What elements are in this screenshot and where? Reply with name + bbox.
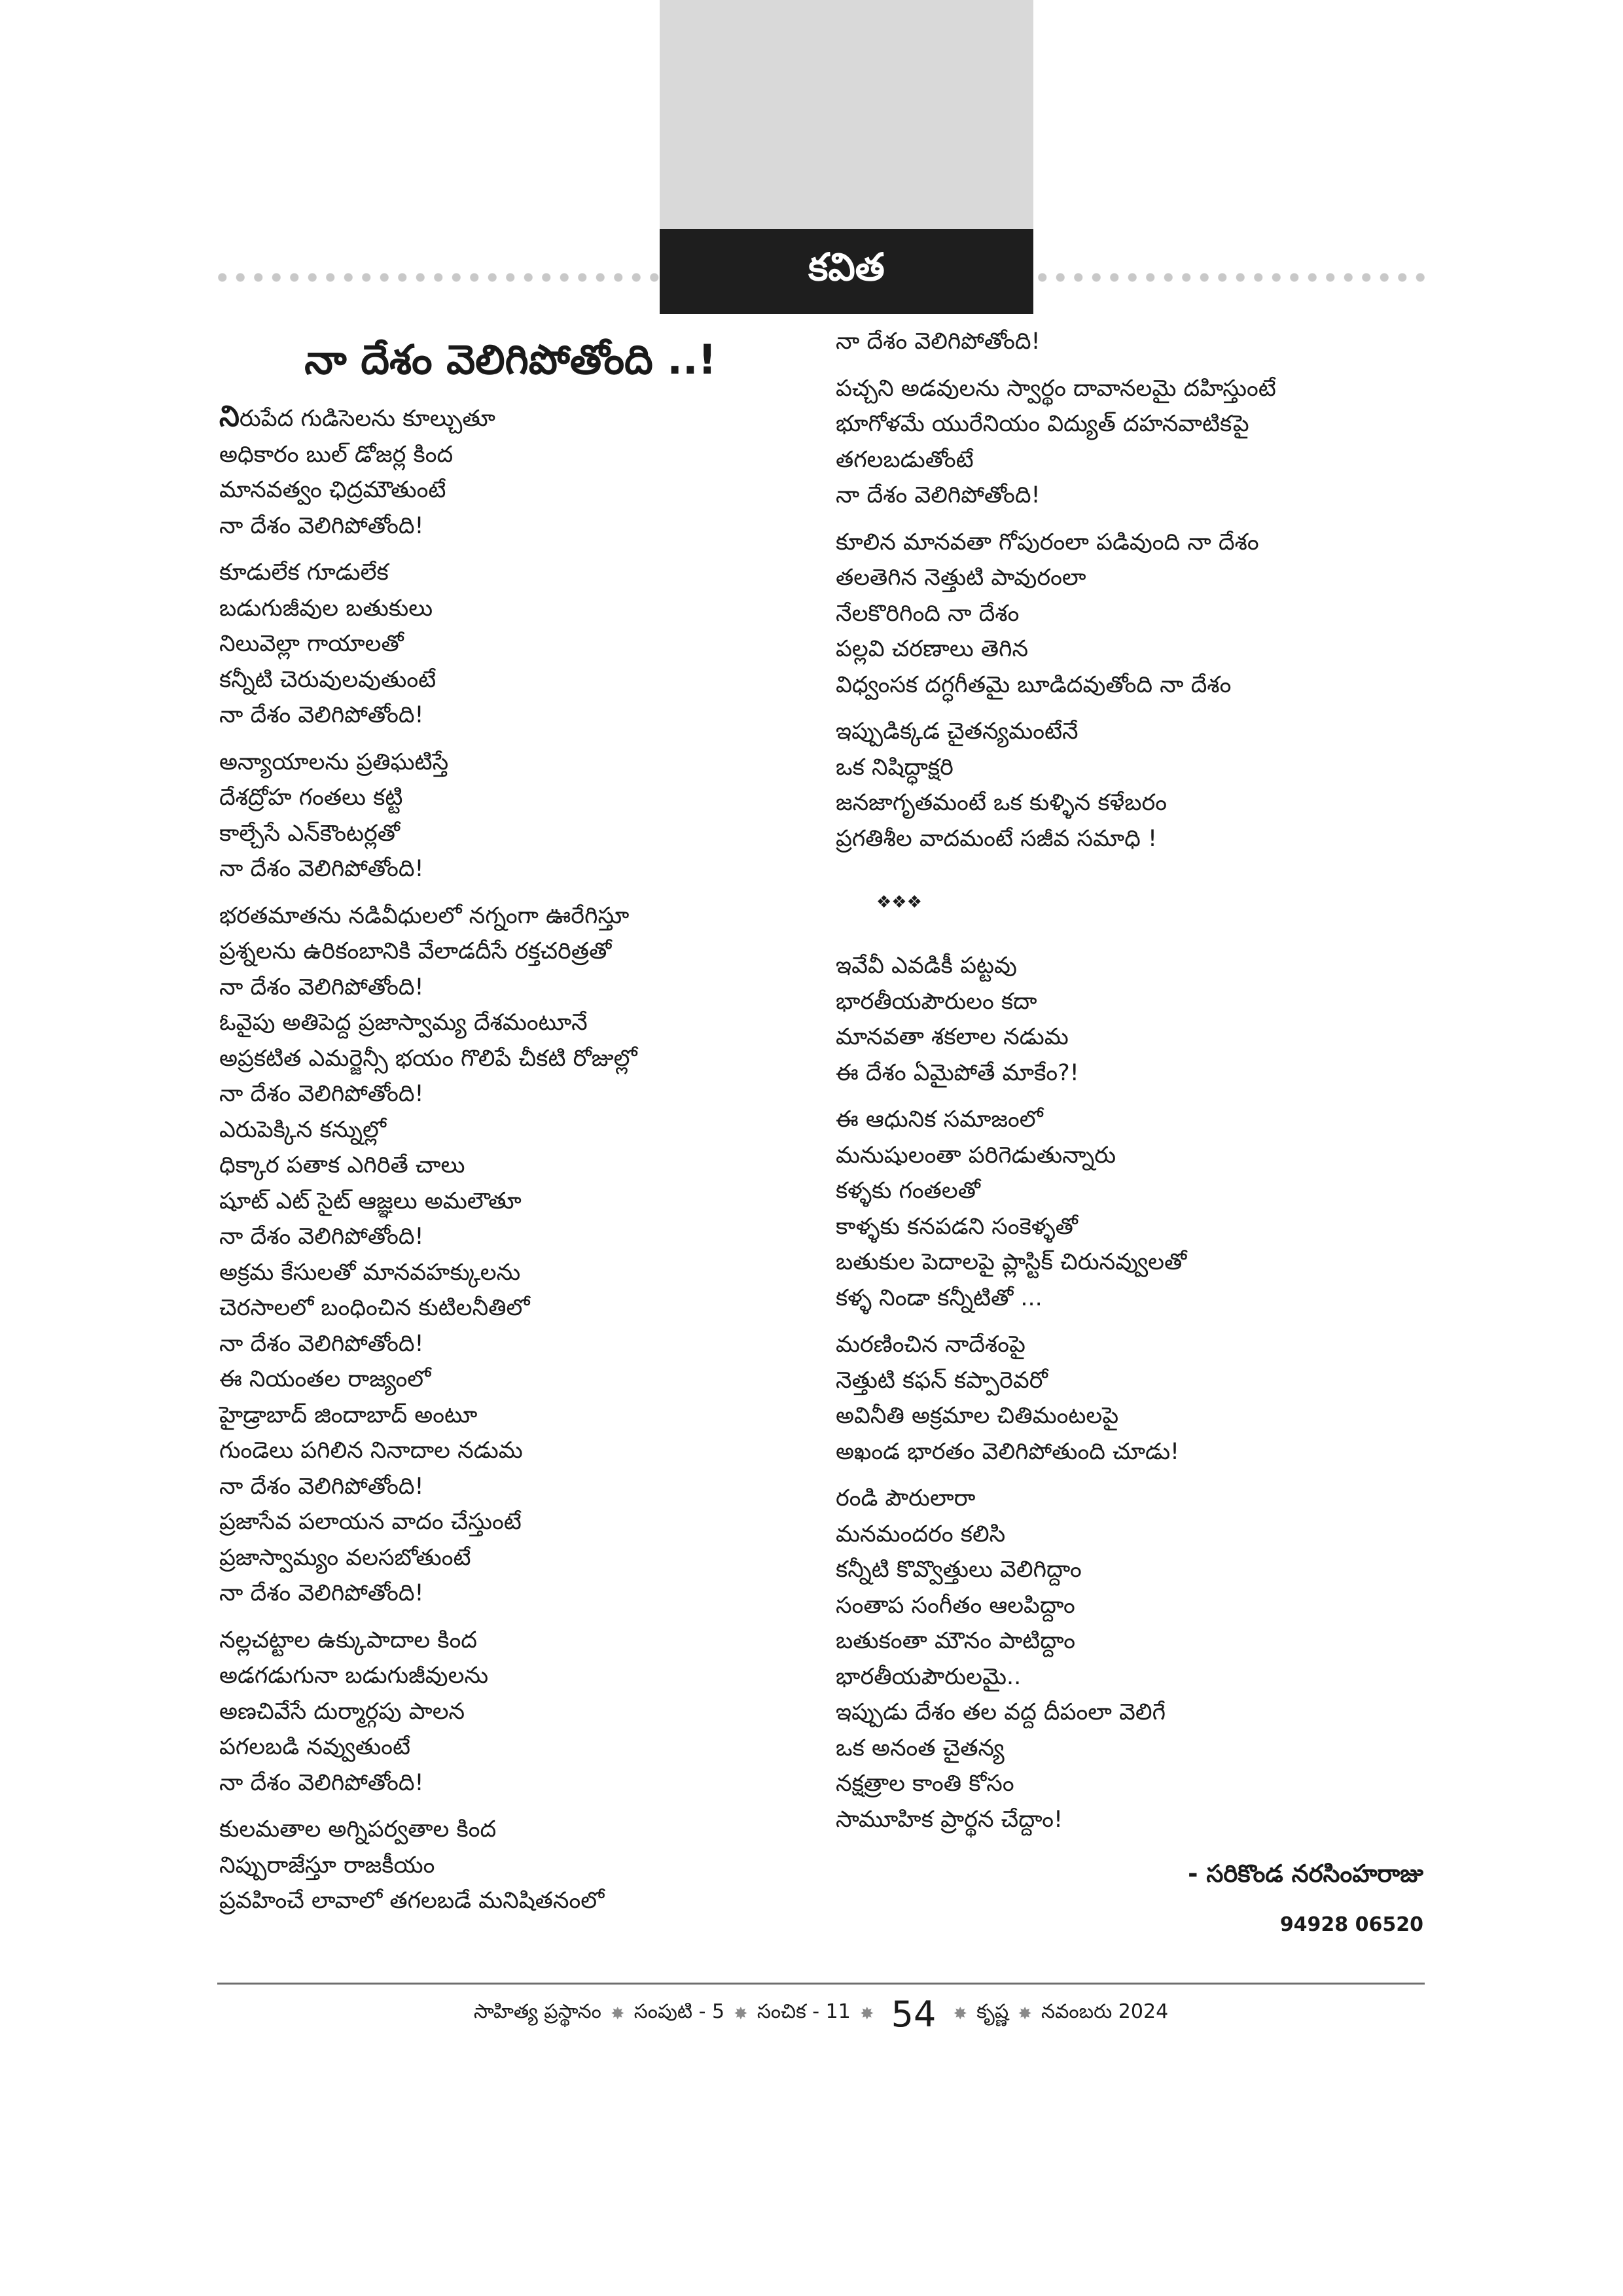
poem-line: నల్లచట్టాల ఉక్కుపాదాల కింద — [219, 1627, 478, 1653]
poem-line: హైడ్రాబాద్ జిందాబాద్ అంటూ — [219, 1402, 478, 1428]
poem-line: ప్రజాసేవ పలాయన వాదం చేస్తుంటే — [219, 1509, 522, 1535]
poem-line: తలతెగిన నెత్తుటి పావురంలా — [836, 565, 1086, 591]
poem-line: కూలిన మానవతా గోపురంలా పడివుంది నా దేశం — [836, 529, 1259, 556]
footer-date: నవంబరు 2024 — [1041, 2000, 1169, 2023]
poem-line: నా దేశం వెలిగిపోతోంది! — [219, 856, 424, 882]
poem-line: బడుగుజీవుల బతుకులు — [219, 595, 433, 622]
poem-line: మరణించిన నాదేశంపై — [836, 1332, 1026, 1358]
poem-line: ఎరుపెక్కిన కన్నుల్లో — [219, 1116, 387, 1143]
poem-line: నా దేశం వెలిగిపోతోంది! — [219, 512, 424, 539]
dotted-rule-right — [1033, 272, 1426, 283]
poem-line: జనజాగృతమంటే ఒక కుళ్ళిన కళేబరం — [836, 790, 1167, 816]
stanza — [836, 371, 1444, 514]
stanza — [219, 1812, 828, 1919]
poem-line: కులమతాల అగ్నిపర్వతాల కింద — [219, 1816, 497, 1843]
poem-line: నా దేశం వెలిగిపోతోంది! — [219, 702, 424, 728]
dotted-rule-left — [213, 272, 660, 283]
poem-line: గుండెలు పగిలిన నినాదాల నడుమ — [219, 1438, 523, 1464]
poem-line: నా దేశం వెలిగిపోతోంది! — [836, 328, 1041, 355]
stanza — [836, 525, 1444, 703]
poem-line: పచ్చని అడవులను స్వార్థం దావానలమై దహిస్తుంటే — [836, 375, 1276, 402]
footer-issue: సంచిక - 11 — [757, 2000, 851, 2023]
stanza — [836, 1481, 1444, 1837]
poem-line: భారతీయపౌరులం కదా — [836, 988, 1037, 1015]
poem-line: ఓవైపు అతిపెద్ద ప్రజాస్వామ్య దేశమంటూనే — [219, 1010, 588, 1036]
stanza — [219, 745, 828, 887]
poem-line: కళ్ళ నిండా కన్నీటితో ... — [836, 1284, 1043, 1311]
poem-line: నిప్పురాజేస్తూ రాజకీయం — [219, 1852, 435, 1879]
top-gray-banner — [660, 0, 1033, 229]
poem-line: ఇప్పుడిక్కడ చైతన్యమంటేనే — [836, 718, 1079, 745]
poem-line: భూగోళమే యురేనియం విద్యుత్ దహనవాటికపై — [836, 411, 1249, 437]
poem-line: ఒక అనంత చైతన్య — [836, 1735, 1005, 1761]
stanza — [219, 555, 828, 733]
poem-line: దేశద్రోహ గంతలు కట్టి — [219, 785, 403, 811]
page-number: 54 — [891, 1993, 936, 2035]
poem-line: కళ్ళకు గంతలతో — [836, 1178, 980, 1204]
poem-line: కన్నీటి కొవ్వొత్తులు వెలిగిద్దాం — [836, 1557, 1082, 1583]
poem-line: నా దేశం వెలిగిపోతోంది! — [219, 1224, 424, 1250]
poem-line: మానవతా శకలాల నడుమ — [836, 1024, 1069, 1050]
poem-line: భారతీయపౌరులమై.. — [836, 1663, 1022, 1690]
poem-line: అడగడుగునా బడుగుజీవులను — [219, 1663, 489, 1689]
stanza — [219, 1623, 828, 1801]
poem-left-column — [219, 399, 828, 1930]
poem-line: ప్రగతిశీల వాదమంటే సజీవ సమాధి ! — [836, 825, 1158, 852]
bullet-flower-icon: ✸ — [953, 2004, 968, 2024]
stanza — [219, 898, 828, 1362]
poem-line: మనుషులంతా పరిగెడుతున్నారు — [836, 1142, 1116, 1169]
bullet-flower-icon: ✸ — [734, 2004, 748, 2024]
poem-line: నిరుపేద గుడిసెలను కూల్చుతూ — [219, 400, 495, 433]
poem-line: నేలకొరిగింది నా దేశం — [836, 600, 1020, 627]
poem-line: అన్యాయాలను ప్రతిఘటిస్తే — [219, 749, 449, 775]
stanza — [836, 714, 1444, 857]
author-name: - సరికొండ నరసింహరాజు — [1188, 1860, 1423, 1888]
poem-right-bottom — [836, 948, 1444, 1837]
section-label: కవిత — [660, 229, 1033, 314]
stanza — [219, 1362, 828, 1612]
poem-line: ఈ ఆధునిక సమాజంలో — [836, 1106, 1043, 1133]
footer-magazine: సాహిత్య ప్రస్థానం — [473, 2000, 601, 2023]
poem-line: నా దేశం వెలిగిపోతోంది! — [219, 1330, 424, 1357]
poem-line: అఖండ భారతం వెలిగిపోతుంది చూడు! — [836, 1438, 1180, 1465]
poem-line: షూట్ ఎట్ సైట్ ఆజ్ఞలు అమలౌతూ — [219, 1188, 522, 1214]
stanza-separator: ❖❖❖ — [876, 892, 922, 912]
poem-line: అక్రమ కేసులతో మానవహక్కులను — [219, 1259, 521, 1286]
stanza — [836, 948, 1444, 1091]
poem-right-top — [836, 324, 1444, 857]
poem-line: ఈ నియంతల రాజ్యంలో — [219, 1366, 431, 1392]
poem-line: అధికారం బుల్ డోజర్ల కింద — [219, 441, 454, 468]
poem-title: నా దేశం వెలిగిపోతోంది ..! — [304, 336, 717, 383]
poem-line: అణచివేసే దుర్మార్గపు పాలన — [219, 1698, 465, 1725]
poem-line: నా దేశం వెలిగిపోతోంది! — [219, 1081, 424, 1107]
poem-line: భరతమాతను నడివీధులలో నగ్నంగా ఊరేగిస్తూ — [219, 902, 630, 929]
poem-line: రండి పౌరులారా — [836, 1485, 976, 1511]
bullet-flower-icon: ✸ — [859, 2004, 874, 2024]
poem-line: నా దేశం వెలిగిపోతోంది! — [836, 482, 1041, 508]
poem-right-column — [836, 324, 1444, 1848]
footer-volume: సంపుటి - 5 — [633, 2000, 725, 2023]
author-phone: 94928 06520 — [1279, 1913, 1423, 1936]
stanza — [219, 399, 828, 544]
poem-line: ప్రజాస్వామ్యం వలసబోతుంటే — [219, 1544, 471, 1571]
poem-line: నిలువెల్లా గాయాలతో — [219, 631, 404, 657]
poem-line: సామూహిక ప్రార్థన చేద్దాం! — [836, 1806, 1063, 1833]
stanza — [836, 1102, 1444, 1316]
poem-line: ధిక్కార పతాక ఎగిరితే చాలు — [219, 1152, 465, 1178]
poem-line: విధ్వంసక దగ్ధగీతమై బూడిదవుతోంది నా దేశం — [836, 671, 1232, 698]
poem-line: చెరసాలలో బంధించిన కుటిలనీతిలో — [219, 1295, 530, 1321]
poem-line: కూడులేక గూడులేక — [219, 559, 389, 586]
poem-line: అప్రకటిత ఎమర్జెన్సీ భయం గొలిపే చీకటి రోజుల్లో — [219, 1045, 637, 1072]
poem-line: కాల్చేసే ఎన్‌కౌంటర్లతో — [219, 820, 400, 847]
bullet-flower-icon: ✸ — [1018, 2004, 1032, 2024]
poem-line: బతుకంతా మౌనం పాటిద్దాం — [836, 1628, 1076, 1654]
poem-line: మానవత్వం ఛిద్రమౌతుంటే — [219, 477, 446, 503]
poem-line: తగలబడుతోంటే — [836, 446, 974, 473]
poem-line: కన్నీటి చెరువులవుతుంటే — [219, 666, 437, 693]
poem-line: ఈ దేశం ఏమైపోతే మాకేం?! — [836, 1059, 1079, 1086]
poem-line: మనమందరం కలిసి — [836, 1521, 1006, 1547]
stanza — [836, 1327, 1444, 1470]
bullet-flower-icon: ✸ — [610, 2004, 625, 2024]
poem-line: నెత్తుటి కఫన్ కప్పారెవరో — [836, 1367, 1048, 1394]
poem-line: అవినీతి అక్రమాల చితిమంటలపై — [836, 1403, 1119, 1429]
poem-line: బతుకుల పెదాలపై ప్లాస్టిక్ చిరునవ్వులతో — [836, 1249, 1187, 1275]
poem-line: ఇవేవీ ఎవడికీ పట్టవు — [836, 953, 1017, 979]
stanza — [836, 324, 1444, 360]
poem-line: కాళ్ళకు కనపడని సంకెళ్ళతో — [836, 1213, 1078, 1240]
poem-line: నా దేశం వెలిగిపోతోంది! — [219, 1580, 424, 1606]
poem-line: నా దేశం వెలిగిపోతోంది! — [219, 974, 424, 1000]
footer-divider — [217, 1983, 1425, 1985]
poem-line: పగలబడి నవ్వుతుంటే — [219, 1734, 411, 1760]
poem-line: ప్రవహించే లావాలో తగలబడే మనిషితనంలో — [219, 1888, 605, 1914]
footer-month-name: కృష్ణ — [976, 2000, 1009, 2023]
poem-line: నా దేశం వెలిగిపోతోంది! — [219, 1473, 424, 1500]
poem-line: ఒక నిషిద్ధాక్షరి — [836, 754, 954, 781]
poem-line: పల్లవి చరణాలు తెగిన — [836, 636, 1029, 662]
poem-line: నక్షత్రాల కాంతి కోసం — [836, 1771, 1014, 1797]
poem-line: సంతాప సంగీతం ఆలపిద్దాం — [836, 1592, 1075, 1619]
poem-line: ప్రశ్నలను ఉరికంబానికి వేలాడదీసే రక్తచరిత్రతో — [219, 938, 612, 964]
poem-line: నా దేశం వెలిగిపోతోంది! — [219, 1769, 424, 1796]
page-footer — [217, 1986, 1425, 2042]
poem-line: ఇప్పుడు దేశం తల వద్ద దీపంలా వెలిగే — [836, 1699, 1166, 1725]
